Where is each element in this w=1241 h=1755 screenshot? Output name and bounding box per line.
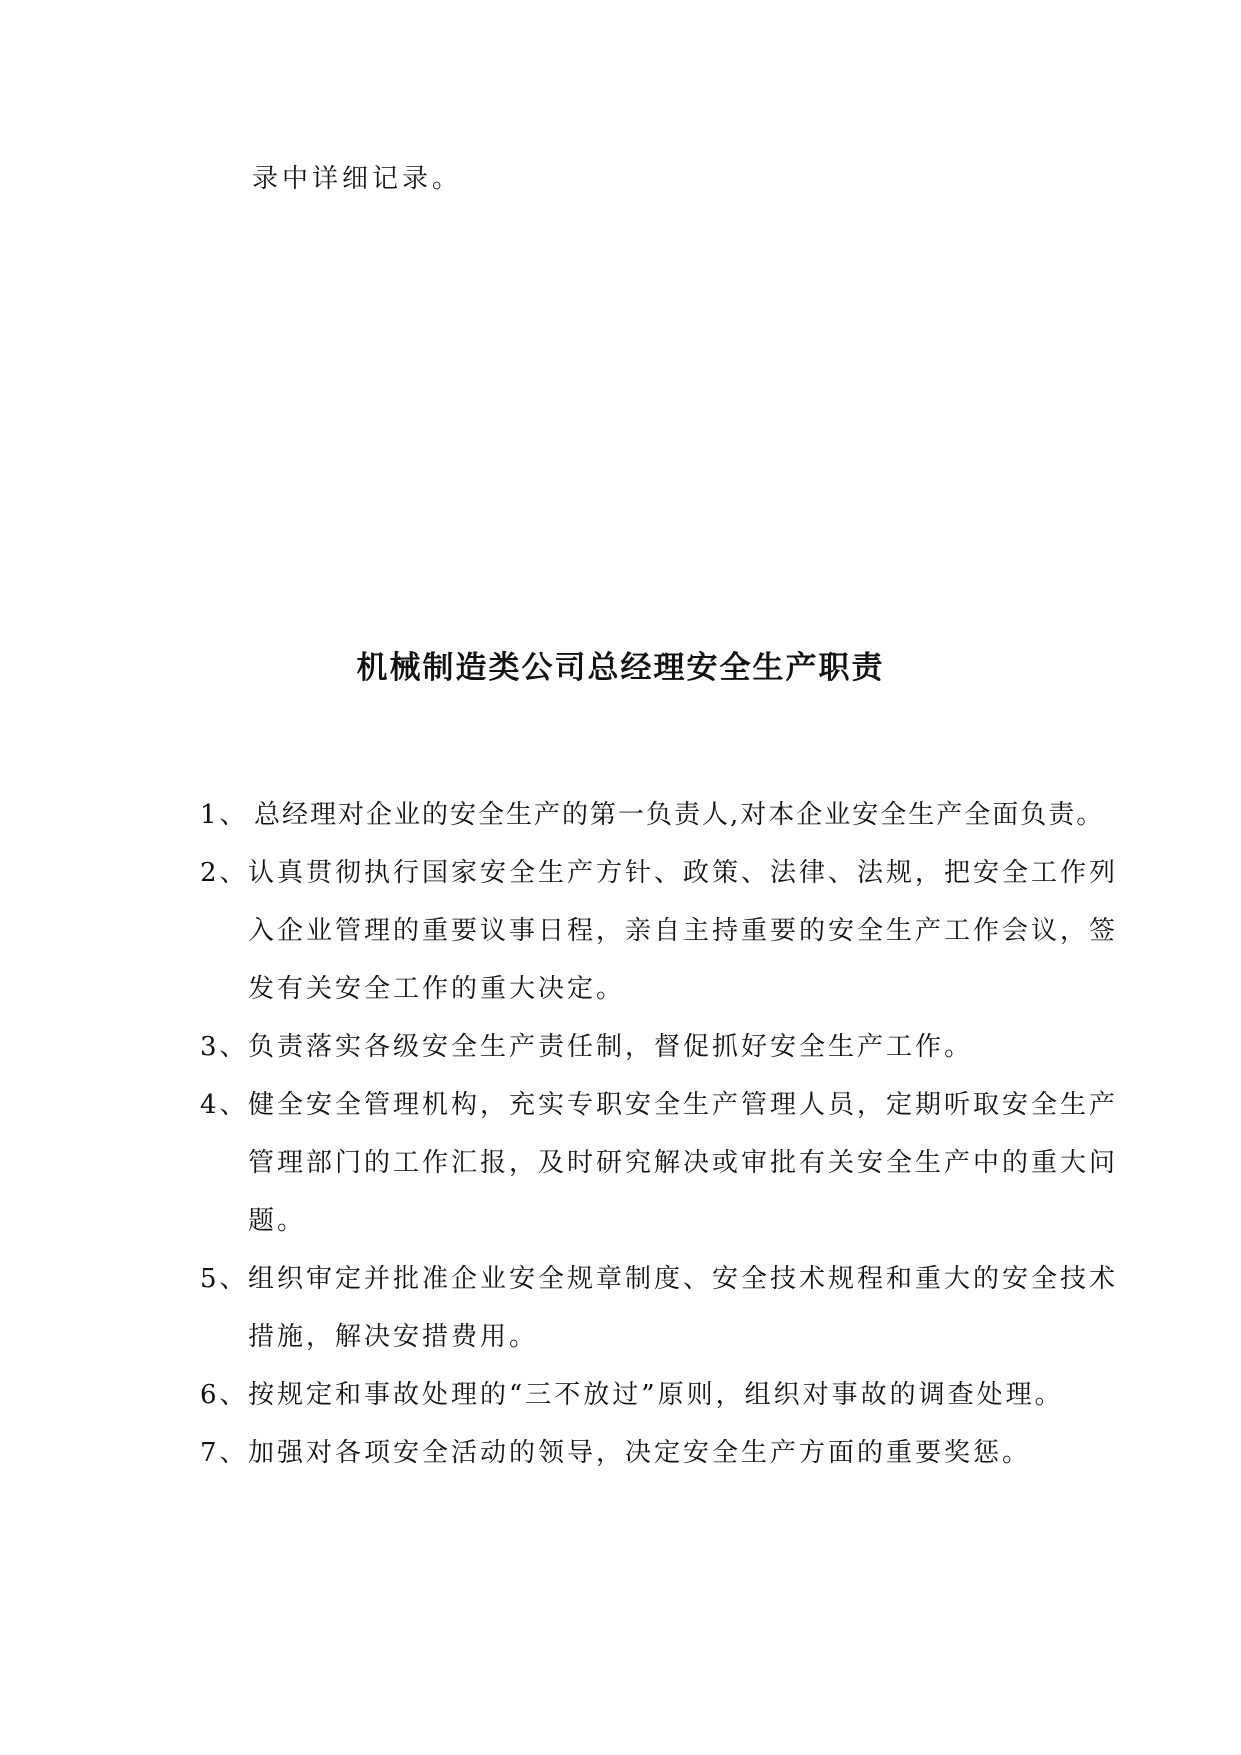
document-title: 机械制造类公司总经理安全生产职责	[356, 650, 885, 686]
list-item	[200, 844, 1120, 1018]
item-number: 1、	[200, 800, 249, 830]
list-item	[200, 1018, 1120, 1076]
list-item	[200, 1366, 1120, 1424]
item-number: 3、	[200, 1032, 249, 1062]
item-number: 2、	[200, 858, 249, 888]
item-text: 按规定和事故处理的“三不放过”原则，组织对事故的调查处理。	[248, 1380, 1064, 1410]
list-item	[200, 1076, 1120, 1250]
continuation-text: 录中详细记录。	[252, 164, 463, 194]
item-text: 负责落实各级安全生产责任制，督促抓好安全生产工作。	[248, 1032, 974, 1062]
item-number: 6、	[200, 1380, 249, 1410]
item-number: 5、	[200, 1264, 249, 1294]
item-number: 7、	[200, 1438, 249, 1468]
list-item	[200, 1424, 1120, 1482]
item-text: 认真贯彻执行国家安全生产方针、政策、法律、法规，把安全工作列入企业管理的重要议事日程，亲自主持重要的安全生产工作会议，签发有关安全工作的重大决定。	[248, 858, 1119, 1004]
item-text: 加强对各项安全活动的领导，决定安全生产方面的重要奖惩。	[248, 1438, 1032, 1468]
item-number: 4、	[200, 1090, 249, 1120]
item-text: 总经理对企业的安全生产的第一负责人,对本企业安全生产全面负责。	[254, 800, 1105, 830]
list-item	[200, 1250, 1120, 1366]
list-item	[200, 786, 1120, 844]
item-text: 组织审定并批准企业安全规章制度、安全技术规程和重大的安全技术措施，解决安措费用。	[248, 1264, 1119, 1352]
item-text: 健全安全管理机构，充实专职安全生产管理人员，定期听取安全生产管理部门的工作汇报，及时研究解决或审批有关安全生产中的重大问题。	[248, 1090, 1119, 1236]
